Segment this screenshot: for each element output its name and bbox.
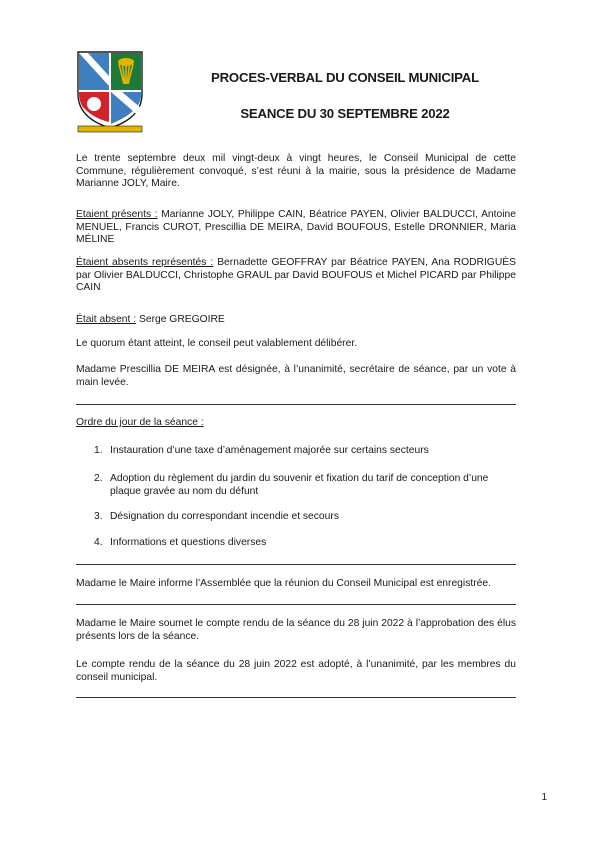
present-members xyxy=(76,209,516,247)
municipal-coat-of-arms xyxy=(74,48,146,134)
agenda-heading xyxy=(76,417,516,430)
agenda-item-number: 2. xyxy=(94,473,103,484)
secretary-paragraph: Madame Prescillia DE MEIRA est désignée, à l’unanimité, secrétaire de séance, par un vote à main levée. xyxy=(76,364,516,388)
divider xyxy=(76,697,516,698)
agenda-item-text: Désignation du correspondant incendie et secours xyxy=(110,511,339,522)
minutes-submission: Madame le Maire soumet le compte rendu de la séance du 28 juin 2022 à l’approbation des élus présents lors de la séance. xyxy=(76,618,516,642)
divider xyxy=(76,604,516,605)
recording-notice: Madame le Maire informe l’Assemblée que la réunion du Conseil Municipal est enregistrée. xyxy=(76,578,491,589)
quorum-paragraph: Le quorum étant atteint, le conseil peut valablement délibérer. xyxy=(76,338,358,349)
divider xyxy=(76,404,516,405)
minutes-adoption: Le compte rendu de la séance du 28 juin 2022 est adopté, à l’unanimité, par les membres du conseil municipal. xyxy=(76,659,516,683)
agenda-heading-text: Ordre du jour de la séance : xyxy=(76,417,204,428)
session-date-title: SEANCE DU 30 SEPTEMBRE 2022 xyxy=(240,106,450,121)
page-number: 1 xyxy=(541,792,547,803)
absent-label: Était absent : xyxy=(76,314,137,325)
agenda-item-text: Informations et questions diverses xyxy=(110,537,267,548)
document-title: PROCES-VERBAL DU CONSEIL MUNICIPAL xyxy=(211,70,479,85)
agenda-item-number: 1. xyxy=(94,445,103,456)
agenda-item-number: 3. xyxy=(94,511,103,522)
divider xyxy=(76,564,516,565)
intro-paragraph: Le trente septembre deux mil vingt-deux à vingt heures, le Conseil Municipal de cette Commune, régulièrement convoqué, s’est réuni à la mairie, sous la présidence de Madame Marianne JOLY, Maire. xyxy=(76,153,516,190)
agenda-item-number: 4. xyxy=(94,537,103,548)
represented-list: Bernadette GEOFFRAY par Béatrice PAYEN, Ana RODRIGUÈS par Olivier BALDUCCI, Christophe GRAUL par David BOUFOUS et Michel PICARD par Philippe CAIN xyxy=(76,257,516,294)
agenda-item-text: Adoption du règlement du jardin du souvenir et fixation du tarif de conception d’une plaque gravée au nom du défunt xyxy=(110,473,489,497)
represented-label: Étaient absents représentés : xyxy=(76,257,214,268)
represented-members xyxy=(76,257,516,295)
agenda-item-text: Instauration d’une taxe d’aménagement majorée sur certains secteurs xyxy=(110,445,429,456)
absent-list: Serge GREGOIRE xyxy=(136,314,225,325)
present-label: Etaient présents : xyxy=(76,209,158,220)
absent-members xyxy=(76,314,516,327)
present-list: Marianne JOLY, Philippe CAIN, Béatrice PAYEN, Olivier BALDUCCI, Antoine MENUEL, Francis CUROT, Prescillia DE MEIRA, David BOUFOUS, Estelle DRONNIER, Maria MÉLINE xyxy=(76,209,516,246)
